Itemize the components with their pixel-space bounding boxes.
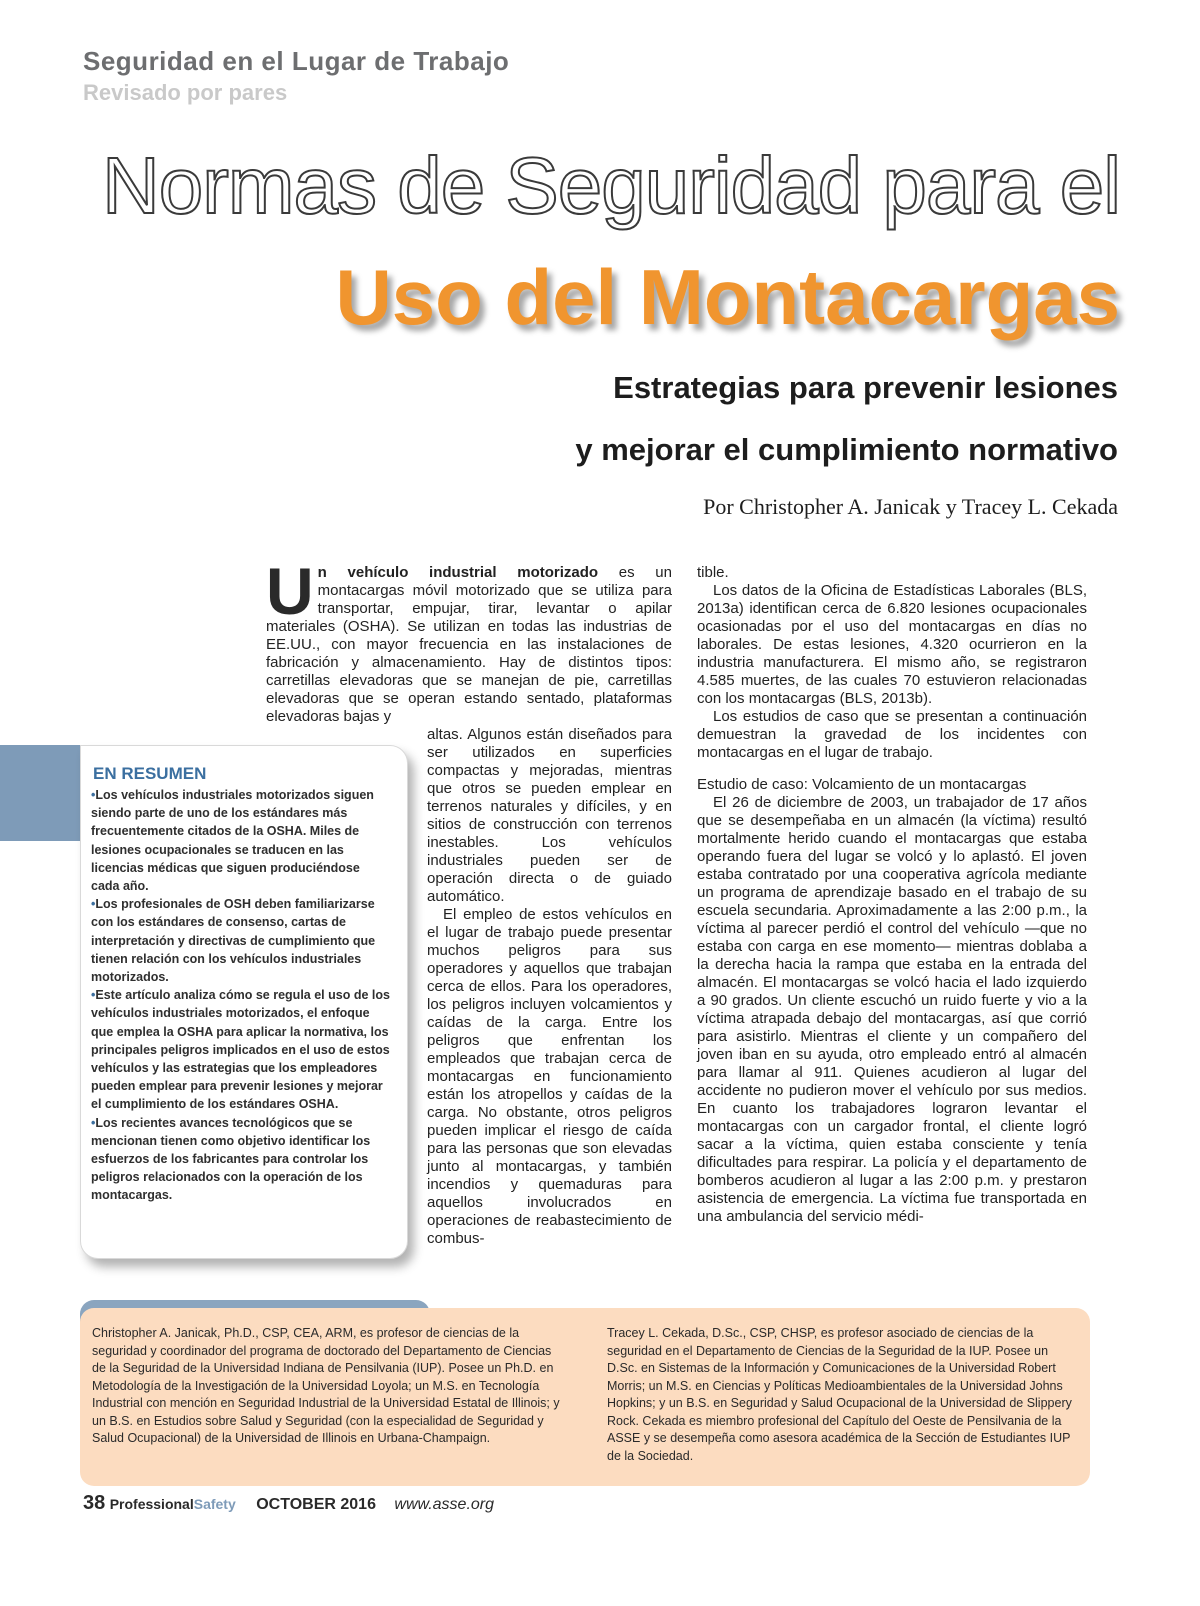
author-bio-cekada: Tracey L. Cekada, D.Sc., CSP, CHSP, es profesor asociado de ciencias de la seguridad en el Departamento de Ciencias de la Seguridad de la IUP. Posee un D.Sc. en Sistemas de la Información y Comunicaciones de la Universidad Robert Morris; un M.S. en Ciencias y Políticas Medioambientales de la Universidad Johns Hopkins; y un B.S. en Seguridad y Salud Ocupacional de la Universidad de Slippery Rock. Cekada es miembro profesional del Capítulo del Oeste de Pensilvania de la ASSE y se desempeña como asesora académica de la Sección de Estudiantes IUP de la Sociedad. [607,1326,1072,1463]
magazine-brand-b: Safety [193,1496,236,1512]
subtitle-line-2: y mejorar el cumplimiento normativo [575,432,1118,467]
case-study-heading: Estudio de caso: Volcamiento de un montacargas [697,776,1027,793]
page-footer [83,1492,494,1515]
summary-item: •Los recientes avances tecnológicos que se mencionan tienen como objetivo identificar los esfuerzos de los fabricantes para controlar los peligros relacionados con la operación de los montacargas. [91,1115,371,1203]
bullet-icon: • [91,988,96,1003]
website-link[interactable]: www.asse.org [394,1496,495,1513]
paragraph-1-top: es un montacargas móvil motorizado que se utiliza para transportar, empujar, tirar, levantar o apilar materiales (OSHA). Se utilizan en todas las industrias de EE.UU., con mayor frecuencia en las instalaciones de fabricación y almacenamiento. Hay de distintos tipos: carretillas elevadoras que se manejan de pie, carretillas elevadoras que se operan estando sentado, plataformas elevadoras bajas y [266,564,672,725]
article-title-line-1: Normas de Seguridad para el [101,141,1120,230]
paragraph-5: El 26 de diciembre de 2003, un trabajador de 17 años que se desempeñaba en un almacén (la víctima) resultó mortalmente herido cuando el montacargas que estaba operando fuera del lugar se volcó y lo aplastó. El joven estaba contratado por una cooperativa agrícola mediante un programa de aprendizaje basado en el trabajo de su escuela secundaria. Aproximadamente a las 2:00 p.m., la víctima al parecer perdió el control del vehículo —que no estaba con carga en ese momento— mientras doblaba a la derecha hacia la rampa que estaba en la entrada del almacén. El montacargas se volcó hacia el lado izquierdo a 90 grados. Un cliente escuchó un ruido fuerte y vio a la víctima atrapada debajo del montacargas, así que corrió para asistirlo. Mientras el cliente y un compañero del joven iban en su ayuda, otro empleado entró al almacén para llamar al 911. Quienes acudieron al lugar del accidente no pudieron mover el vehículo por sus medios. En cuanto los trabajadores lograron levantar el montacargas con un cargador frontal, el cliente logró sacar a la víctima, quien estaba consciente y tenía dificultades para respirar. La policía y el departamento de bomberos acudieron al lugar a las 2:00 p.m. y prestaron asistencia de emergencia. La víctima fue transportada en una ambulancia del servicio médi- [697,794,1087,1225]
column-2 [697,564,1087,1226]
bullet-icon: • [91,897,96,912]
subtitle-line-1: Estrategias para prevenir lesiones [613,370,1118,405]
summary-list [91,786,391,1205]
column-1-bottom [427,726,672,1248]
paragraph-4: Los estudios de caso que se presentan a continuación demuestran la gravedad de los incidentes con montacargas en el lugar de trabajo. [697,708,1087,761]
page-number: 38 [83,1492,106,1514]
magazine-brand-a: Professional [109,1496,194,1512]
paragraph-1-bottom: altas. Algunos están diseñados para ser utilizados en superficies compactas y mejoradas, mientras que otros se pueden emplear en terrenos naturales y difíciles, y en sitios de construcción con terrenos inestables. Los vehículos industriales pueden ser de operación directa o de guiado automático. [427,726,672,905]
summary-item: •Los profesionales de OSH deben familiarizarse con los estándares de consenso, cartas de interpretación y directivas de cumplimiento que tienen relación con los vehículos industriales motorizados. [91,897,376,985]
bullet-icon: • [91,788,96,802]
column-1-top [266,554,672,726]
bullet-icon: • [91,1115,96,1130]
paragraph-2: El empleo de estos vehículos en el lugar de trabajo puede presentar muchos peligros para sus operadores y aquellos que trabajan cerca de ellos. Para los operadores, los peligros incluyen volcamientos y caídas de la carga. Entre los peligros que enfrentan los empleados que trabajan cerca de montacargas en funcionamiento están los atropellos y caídas de la carga. No obstante, otros peligros pueden implicar el riesgo de caída para las personas que son elevadas junto al montacargas, y también incendios y quemaduras para aquellos involucrados en operaciones de reabastecimiento de combus- [427,906,672,1247]
peer-review-label: Revisado por pares [83,80,288,105]
summary-item: •Los vehículos industriales motorizados siguen siendo parte de uno de los estándares más frecuentemente citados de la OSHA. Miles de lesiones ocupacionales se traducen en las licencias médicas que siguen produciéndose cada año. [91,788,374,894]
author-bio-janicak: Christopher A. Janicak, Ph.D., CSP, CEA, ARM, es profesor de ciencias de la seguridad y coordinador del programa de doctorado del Departamento de Ciencias de la Seguridad de la Universidad Indiana de Pensilvania (IUP). Posee un Ph.D. en Metodología de la Investigación de la Universidad Loyola; un M.S. en Tecnología Industrial con mención en Seguridad Industrial de la Universidad Estatal de Illinois; y un B.S. en Estudios sobre Salud y Seguridad (con la especialidad de Seguridad y Salud Ocupacional) de la Universidad de Illinois en Urbana-Champaign. [92,1326,560,1445]
summary-heading: EN RESUMEN [93,764,207,783]
summary-item: •Este artículo analiza cómo se regula el uso de los vehículos industriales motorizados, el enfoque que emplea la OSHA para aplicar la normativa, los principales peligros implicados en el uso de estos vehículos y las estrategias que los empleadores pueden emplear para prevenir lesiones y mejorar el cumplimiento de los estándares OSHA. [91,988,390,1112]
summary-box [80,745,408,1259]
article-title-line-2: Uso del Montacargas [335,253,1120,341]
paragraph [266,554,672,726]
lead-bold: n vehículo industrial motorizado [317,564,599,581]
paragraph-3: Los datos de la Oficina de Estadísticas Laborales (BLS, 2013a) identifican cerca de 6.820 lesiones ocupacionales ocasionadas por el uso del montacargas en días no laborales. De estas lesiones, 4.320 ocurrieron en la industria manufacturera. El mismo año, se registraron 4.585 muertes, de las cuales 70 estuvieron relacionadas con los montacargas (BLS, 2013b). [697,582,1087,707]
section-title: Seguridad en el Lugar de Trabajo [83,46,510,76]
summary-tab-decoration [0,745,80,841]
paragraph-2-continued: tible. [697,564,729,581]
issue-date: OCTOBER 2016 [256,1496,376,1513]
drop-cap: U [266,554,314,628]
byline: Por Christopher A. Janicak y Tracey L. Cekada [703,494,1118,519]
